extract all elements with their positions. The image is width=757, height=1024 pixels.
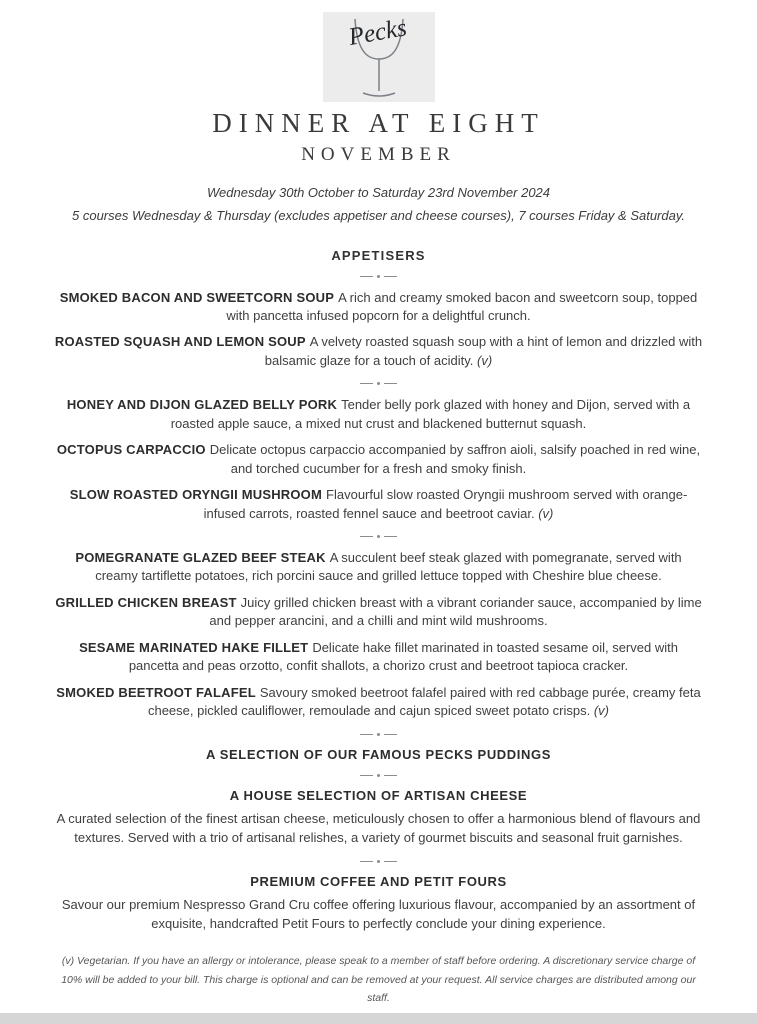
menu-item: [54, 333, 703, 370]
menu-item: [54, 396, 703, 433]
menu-item-description: Delicate octopus carpaccio accompanied by saffron aioli, salsify poached in red wine, and torched cucumber for a fresh and smoky finish.: [209, 442, 701, 476]
section-divider-icon: [54, 381, 703, 386]
page-edge-bar: [0, 1013, 757, 1024]
menu-item-description: Flavourful slow roasted Oryngii mushroom served with orange-infused carrots, roasted fennel sauce and beetroot caviar.: [203, 487, 688, 521]
menu-item-name: SMOKED BEETROOT FALAFEL: [56, 684, 256, 700]
cheese-heading: A HOUSE SELECTION OF ARTISAN CHEESE: [229, 787, 528, 803]
menu-item: [54, 594, 703, 631]
menu-item-name: HONEY AND DIJON GLAZED BELLY PORK: [66, 397, 338, 413]
cheese-description: A curated selection of the finest artisan cheese, meticulously chosen to offer a harmonious blend of flavours and textures. Served with a trio of artisanal relishes, a variety of gourmet biscuits and seasonal fruit garnishes.: [56, 810, 701, 846]
menu-item-description: Tender belly pork glazed with honey and Dijon, served with a roasted apple sauce, a mixed nut crust and blackened butternut squash.: [170, 397, 691, 431]
menu-item-description: A rich and creamy smoked bacon and sweetcorn soup, topped with pancetta infused popcorn for a delightful crunch.: [226, 289, 698, 323]
menu-item-name: GRILLED CHICKEN BREAST: [55, 594, 237, 610]
menu-item-name: OCTOPUS CARPACCIO: [56, 442, 206, 458]
section-divider-icon: [54, 274, 703, 279]
menu-item-name: ROASTED SQUASH AND LEMON SOUP: [54, 334, 306, 350]
date-range: Wednesday 30th October to Saturday 23rd November 2024: [206, 185, 551, 200]
menu-item-description: A succulent beef steak glazed with pomegranate, served with creamy tartiflette potatoes, rich porcini sauce and grilled lettuce topped with Cheshire blue cheese.: [95, 550, 682, 584]
menu-item: [54, 639, 703, 676]
menu-item-description: Delicate hake fillet marinated in toasted sesame oil, served with pancetta and peas orzotto, confit shallots, a chorizo crust and beetroot tapioca cracker.: [128, 639, 678, 674]
menu-item-description: Savoury smoked beetroot falafel paired with red cabbage purée, creamy feta cheese, pickled cauliflower, remoulade and cajun spiced sweet potato crisps.: [147, 684, 701, 719]
restaurant-logo: [54, 12, 703, 106]
menu-item: [54, 486, 703, 523]
menu-item-name: SESAME MARINATED HAKE FILLET: [79, 639, 309, 655]
menu-item: [54, 684, 703, 721]
menu-item-name: SMOKED BACON AND SWEETCORN SOUP: [59, 289, 335, 305]
section-divider-icon: [54, 859, 703, 864]
section-heading-appetisers: APPETISERS: [331, 247, 426, 263]
menu-intro: [54, 182, 703, 228]
courses-info: 5 courses Wednesday & Thursday (excludes appetiser and cheese courses), 7 courses Friday & Saturday.: [72, 207, 685, 223]
vegetarian-marker: (v): [593, 703, 610, 719]
menu-month: NOVEMBER: [301, 144, 456, 165]
menu-item-description: A velvety roasted squash soup with a hint of lemon and drizzled with balsamic glaze for a touch of acidity.: [264, 334, 703, 368]
menu-item-description: Juicy grilled chicken breast with a vibrant coriander sauce, accompanied by lime and pepper arancini, and a chilli and mint wild mushrooms.: [209, 594, 702, 629]
section-divider-icon: [54, 732, 703, 737]
wine-glass-icon: [314, 12, 444, 106]
puddings-heading: A SELECTION OF OUR FAMOUS PECKS PUDDINGS: [206, 746, 551, 762]
coffee-description: Savour our premium Nespresso Grand Cru coffee offering luxurious flavour, accompanied by an assortment of exquisite, handcrafted Petit Fours to perfectly conclude your dining experience.: [61, 896, 696, 932]
menu-item: [54, 441, 703, 478]
menu-item: [54, 289, 703, 326]
logo-text: Pecks: [346, 14, 409, 51]
section-divider-icon: [54, 773, 703, 778]
vegetarian-marker: (v): [477, 352, 493, 368]
coffee-heading: PREMIUM COFFEE AND PETIT FOURS: [250, 873, 507, 889]
menu-title: DINNER AT EIGHT: [212, 108, 545, 138]
menu-item-name: POMEGRANATE GLAZED BEEF STEAK: [75, 550, 326, 566]
vegetarian-marker: (v): [538, 505, 554, 521]
section-divider-icon: [54, 534, 703, 539]
menu-item: [54, 549, 703, 586]
footer-note: (v) Vegetarian. If you have an allergy or intolerance, please speak to a member of staff before ordering. A discretionary service charge of 10% will be added to your bill. This charge is optional and can be removed at your request. All service charges are distributed among our staff.: [61, 954, 696, 1005]
menu-item-name: SLOW ROASTED ORYNGII MUSHROOM: [69, 487, 323, 503]
